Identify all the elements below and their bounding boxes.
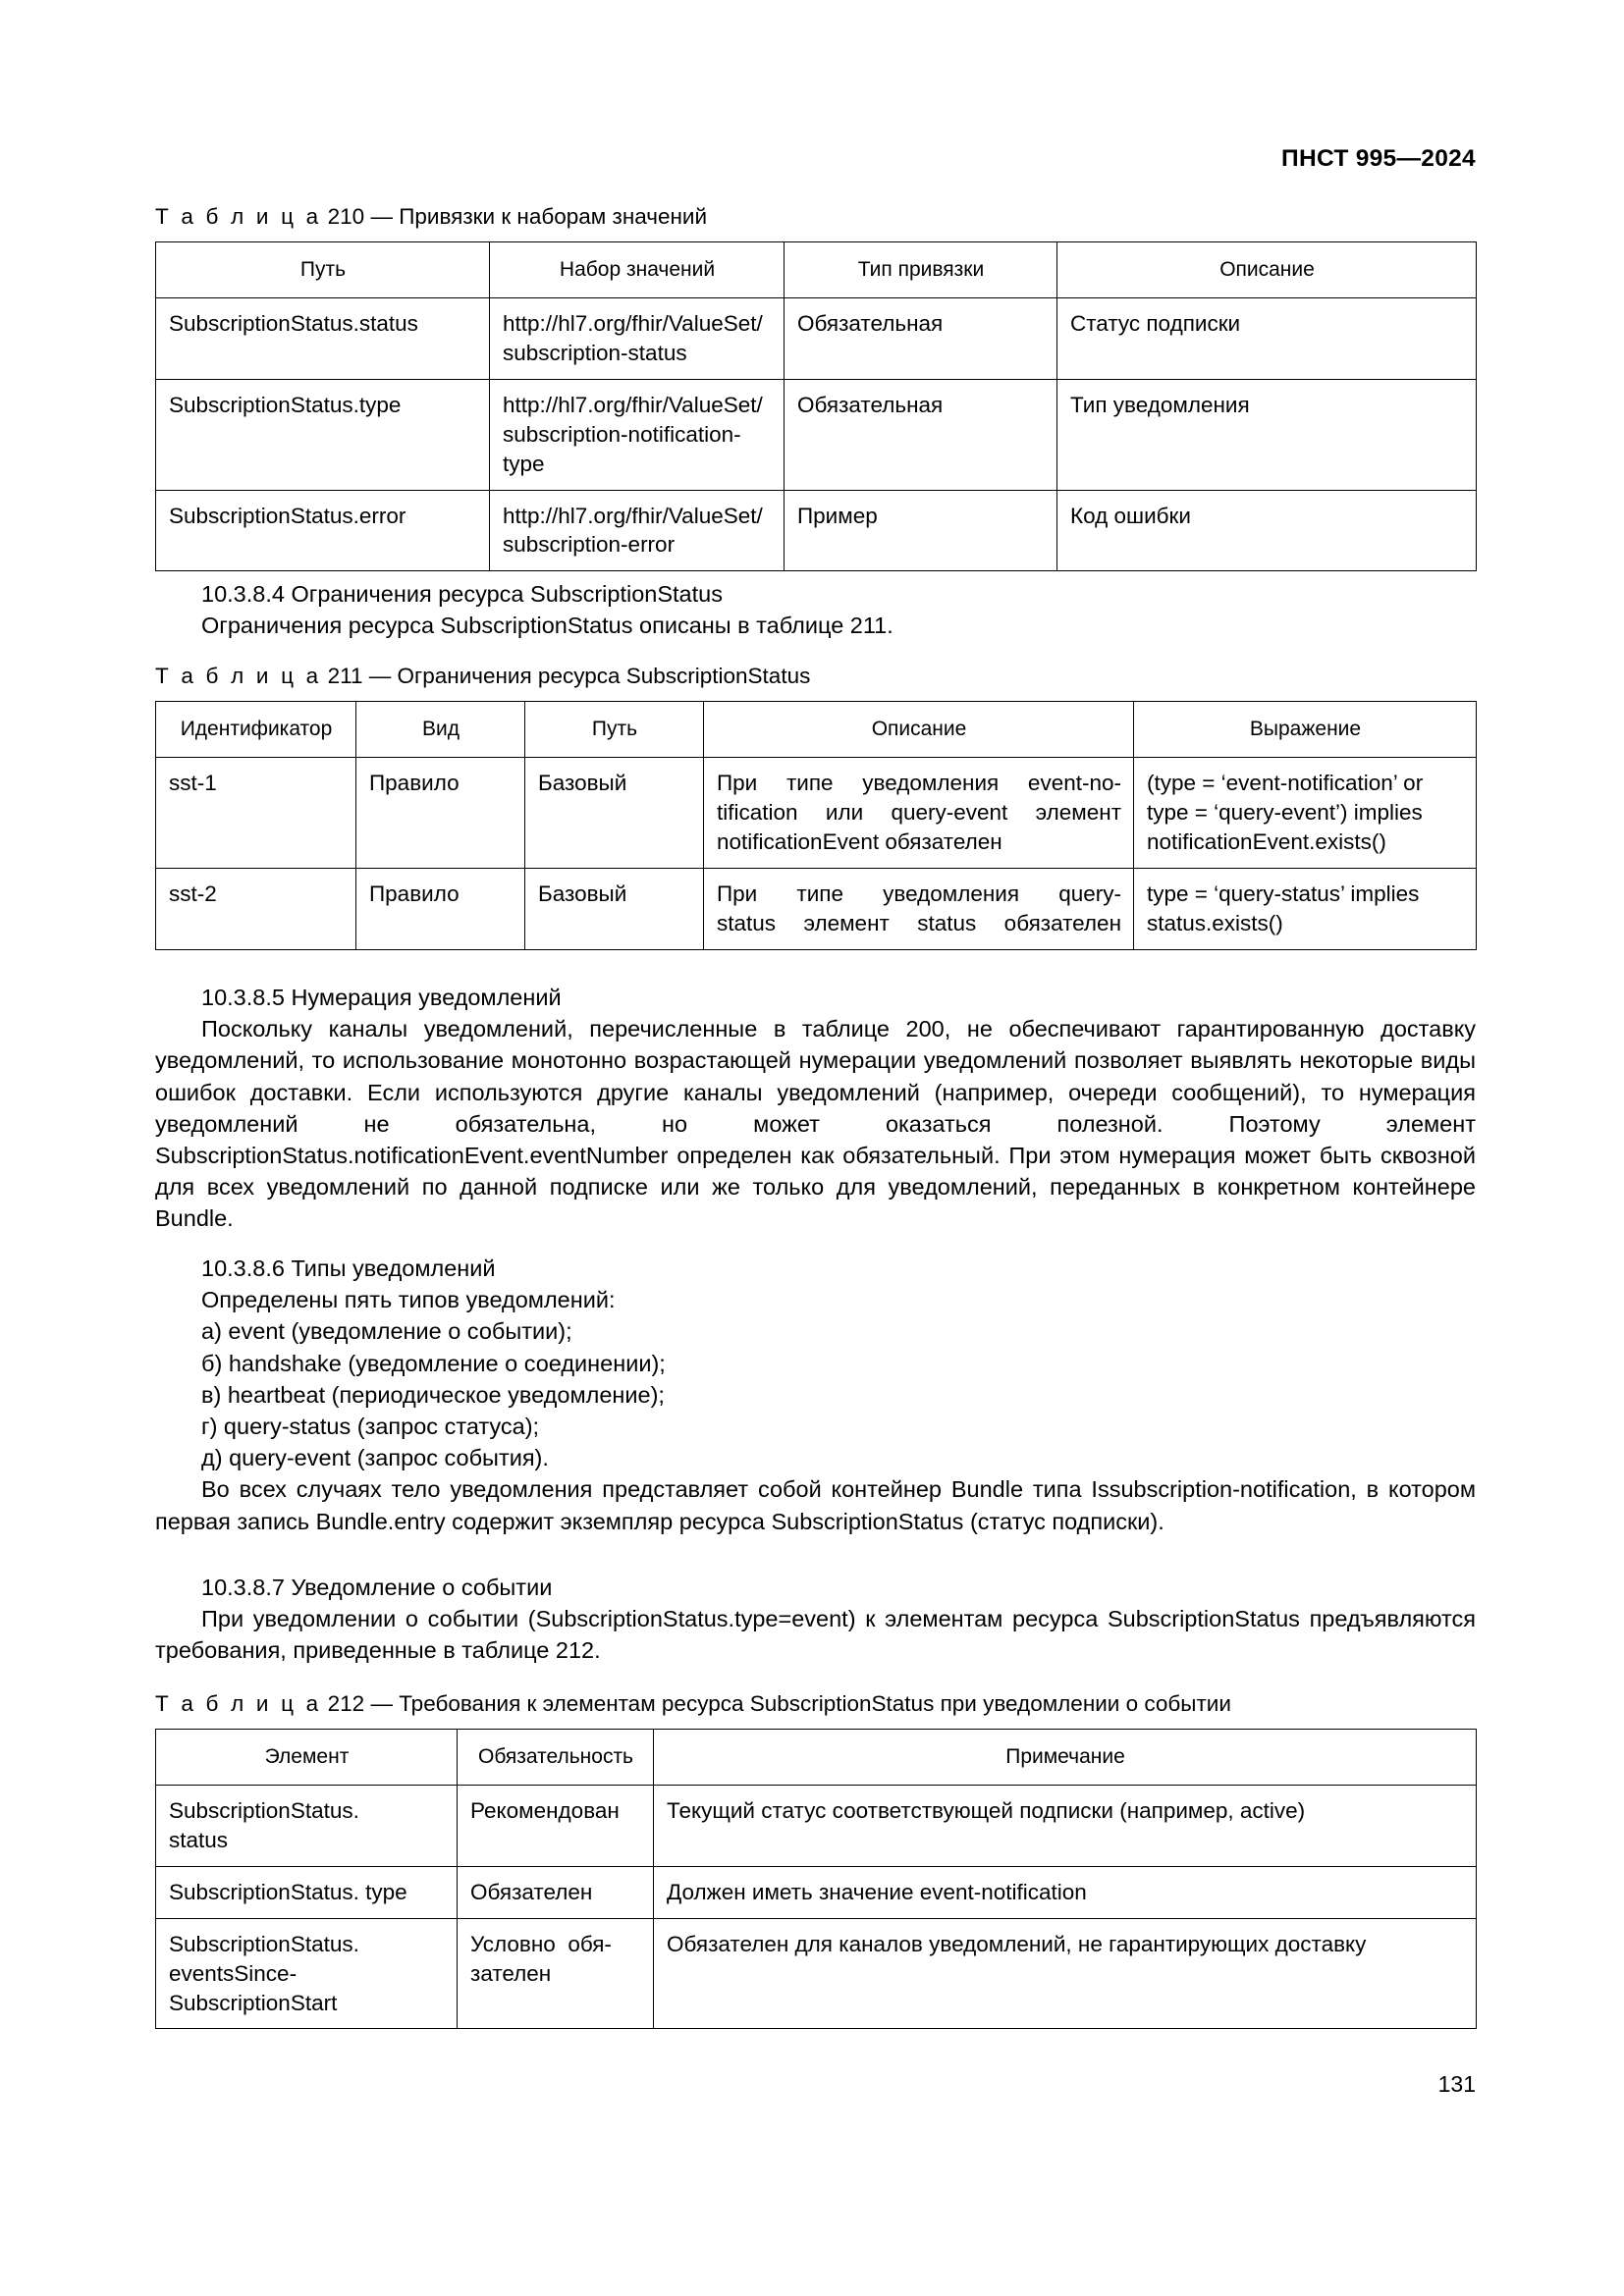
table-210-caption-title: Привязки к наборам значений xyxy=(399,204,708,229)
table-211-caption xyxy=(155,664,1476,689)
table-211-caption-number: 211 xyxy=(327,664,363,688)
valueset-line: subscription-notification-type xyxy=(503,421,741,476)
section-10-3-8-6-heading: 10.3.8.6 Типы уведомлений xyxy=(201,1255,496,1281)
valueset-line: http://hl7.org/fhir/ValueSet/ xyxy=(503,503,763,528)
table-212-caption-number: 212 xyxy=(327,1691,365,1716)
table-211-cell-kind: Правило xyxy=(356,757,525,868)
table-210-cell-description: Тип уведомления xyxy=(1057,379,1477,490)
table-211-cell-kind: Правило xyxy=(356,868,525,949)
table-211 xyxy=(155,701,1477,950)
list-item: б) handshake (уведомление о соединении); xyxy=(201,1350,666,1376)
section-10-3-8-7-heading: 10.3.8.7 Уведомление о событии xyxy=(201,1575,553,1600)
element-line: SubscriptionStart xyxy=(169,1990,338,2015)
table-row xyxy=(156,1785,1477,1866)
table-row xyxy=(156,1918,1477,2029)
table-212-cell-note: Обязателен для каналов уведомлений, не гарантирующих доставку xyxy=(654,1918,1477,2029)
table-210-block xyxy=(155,204,1476,571)
table-211-cell-id: sst-1 xyxy=(156,757,356,868)
table-row xyxy=(156,757,1477,868)
table-211-col-id: Идентификатор xyxy=(156,702,356,758)
table-210-cell-valueset xyxy=(490,297,785,379)
table-210-cell-path: SubscriptionStatus.type xyxy=(156,379,490,490)
list-item: г) query-status (запрос статуса); xyxy=(201,1413,540,1439)
page-number: 131 xyxy=(1437,2071,1476,2097)
table-211-col-kind: Вид xyxy=(356,702,525,758)
table-210-cell-valueset xyxy=(490,379,785,490)
table-211-cell-description xyxy=(704,757,1134,868)
table-212-col-note: Примечание xyxy=(654,1730,1477,1786)
table-210-caption xyxy=(155,204,1476,230)
table-210-caption-label: Т а б л и ц а xyxy=(155,204,322,229)
table-212 xyxy=(155,1729,1477,2029)
table-212-caption-dash: — xyxy=(370,1691,393,1716)
section-10-3-8-7 xyxy=(155,1572,1476,1667)
description-line: notificationEvent обязателен xyxy=(717,828,1002,854)
description-line: При типе уведомления query- xyxy=(717,881,1121,906)
table-211-cell-expression xyxy=(1134,868,1477,949)
table-211-col-path: Путь xyxy=(525,702,704,758)
table-210-col-binding: Тип привязки xyxy=(785,242,1057,298)
table-212-cell-note: Должен иметь значение event-notification xyxy=(654,1866,1477,1918)
table-210-caption-number: 210 xyxy=(327,204,365,229)
expression-line: type = ‘query-status’ implies xyxy=(1147,881,1420,906)
table-211-caption-dash: — xyxy=(368,664,392,688)
section-10-3-8-5 xyxy=(155,982,1476,1235)
table-212-caption-title: Требования к элементам ресурса SubscriptionStatus при уведомлении о событии xyxy=(399,1691,1231,1716)
list-item: в) heartbeat (периодическое уведомление); xyxy=(201,1381,665,1408)
table-212-cell-element xyxy=(156,1918,458,2029)
table-211-block xyxy=(155,664,1476,950)
table-212-cell-obligation xyxy=(458,1918,654,2029)
table-210-cell-binding: Пример xyxy=(785,490,1057,571)
valueset-line: subscription-status xyxy=(503,340,687,365)
table-212-caption-label: Т а б л и ц а xyxy=(155,1691,322,1716)
obligation-line: Рекомендован xyxy=(470,1797,620,1823)
table-212-header-row xyxy=(156,1730,1477,1786)
table-212-cell-obligation xyxy=(458,1866,654,1918)
table-row xyxy=(156,1866,1477,1918)
table-211-caption-title: Ограничения ресурса SubscriptionStatus xyxy=(397,664,811,688)
description-line: tification или query-event элемент xyxy=(717,799,1121,825)
expression-line: type = ‘query-event’) implies xyxy=(1147,799,1423,825)
list-item: д) query-event (запрос события). xyxy=(201,1445,549,1471)
element-line: SubscriptionStatus. type xyxy=(169,1879,407,1904)
table-210-col-path: Путь xyxy=(156,242,490,298)
table-row xyxy=(156,297,1477,379)
table-210 xyxy=(155,241,1477,571)
table-212-col-element: Элемент xyxy=(156,1730,458,1786)
section-10-3-8-6-intro: Определены пять типов уведомлений: xyxy=(201,1287,616,1313)
section-10-3-8-5-paragraph: Поскольку каналы уведомлений, перечисленные в таблице 200, не обеспечивают гарантированную доставку уведомлений, то использование монотонно возрастающей нумерации уведомлений позволяет выявлять некоторые виды ошибок доставки. Если используются другие каналы уведомлений (например, очереди сообщений), то нумерация уведомлений не обязательна, но может оказаться полезной. Поэтому элемент SubscriptionStatus.notificationEvent.eventNumber определен как обязательный. При этом нумерация может быть сквозной для всех уведомлений по данной подписке или же только для уведомлений, переданных в конкретном контейнере Bundle. xyxy=(155,1016,1476,1232)
table-210-cell-path: SubscriptionStatus.error xyxy=(156,490,490,571)
table-211-cell-path: Базовый xyxy=(525,757,704,868)
expression-line: notificationEvent.exists() xyxy=(1147,828,1386,854)
table-210-cell-path: SubscriptionStatus.status xyxy=(156,297,490,379)
table-211-cell-path: Базовый xyxy=(525,868,704,949)
obligation-line: Обязателен xyxy=(470,1879,593,1904)
section-10-3-8-6 xyxy=(155,1253,1476,1537)
table-212-cell-note: Текущий статус соответствующей подписки (например, active) xyxy=(654,1785,1477,1866)
valueset-line: subscription-error xyxy=(503,532,676,558)
table-210-caption-dash: — xyxy=(370,204,393,229)
valueset-line: http://hl7.org/fhir/ValueSet/ xyxy=(503,392,763,417)
table-210-header-row xyxy=(156,242,1477,298)
element-line: eventsSince- xyxy=(169,1960,298,1986)
table-212-cell-element xyxy=(156,1785,458,1866)
section-10-3-8-4 xyxy=(155,578,1476,641)
table-212-block xyxy=(155,1691,1476,2029)
table-row xyxy=(156,490,1477,571)
table-210-cell-valueset xyxy=(490,490,785,571)
table-210-cell-description: Статус подписки xyxy=(1057,297,1477,379)
table-row xyxy=(156,379,1477,490)
table-212-cell-element xyxy=(156,1866,458,1918)
table-210-cell-binding: Обязательная xyxy=(785,297,1057,379)
section-10-3-8-7-paragraph: При уведомлении о событии (SubscriptionStatus.type=event) к элементам ресурса SubscriptionStatus предъявляются требования, приведенные в таблице 212. xyxy=(155,1606,1476,1664)
table-211-cell-id: sst-2 xyxy=(156,868,356,949)
table-211-caption-label: Т а б л и ц а xyxy=(155,664,322,688)
valueset-line: http://hl7.org/fhir/ValueSet/ xyxy=(503,310,763,336)
running-header-standard-ref: ПНСТ 995—2024 xyxy=(1281,145,1476,172)
table-211-col-description: Описание xyxy=(704,702,1134,758)
table-211-cell-description xyxy=(704,868,1134,949)
table-210-col-description: Описание xyxy=(1057,242,1477,298)
section-10-3-8-6-closing: Во всех случаях тело уведомления представляет собой контейнер Bundle типа Issubscription-notification, в котором первая запись Bundle.entry содержит экземпляр ресурса SubscriptionStatus (статус подписки). xyxy=(155,1476,1476,1534)
table-212-cell-obligation xyxy=(458,1785,654,1866)
expression-line: (type = ‘event-notification’ or xyxy=(1147,770,1424,795)
table-row xyxy=(156,868,1477,949)
obligation-line: Условно обя- xyxy=(470,1931,612,1956)
table-211-header-row xyxy=(156,702,1477,758)
description-line: При типе уведомления event-no- xyxy=(717,770,1121,795)
table-211-col-expression: Выражение xyxy=(1134,702,1477,758)
element-line: SubscriptionStatus. xyxy=(169,1931,359,1956)
table-212-col-obligation: Обязательность xyxy=(458,1730,654,1786)
expression-line: status.exists() xyxy=(1147,910,1283,935)
element-line: SubscriptionStatus. xyxy=(169,1797,359,1823)
table-210-col-valueset: Набор значений xyxy=(490,242,785,298)
table-211-cell-expression xyxy=(1134,757,1477,868)
section-10-3-8-5-heading: 10.3.8.5 Нумерация уведомлений xyxy=(201,985,562,1010)
element-line: status xyxy=(169,1827,229,1852)
section-10-3-8-4-heading: 10.3.8.4 Ограничения ресурса SubscriptionStatus xyxy=(201,581,723,607)
description-line: status элемент status обязателен xyxy=(717,910,1121,935)
list-item: а) event (уведомление о событии); xyxy=(201,1318,572,1345)
section-10-3-8-4-paragraph: Ограничения ресурса SubscriptionStatus описаны в таблице 211. xyxy=(201,613,893,639)
table-210-cell-binding: Обязательная xyxy=(785,379,1057,490)
obligation-line: зателен xyxy=(470,1960,552,1986)
table-212-caption xyxy=(155,1691,1476,1717)
table-210-cell-description: Код ошибки xyxy=(1057,490,1477,571)
